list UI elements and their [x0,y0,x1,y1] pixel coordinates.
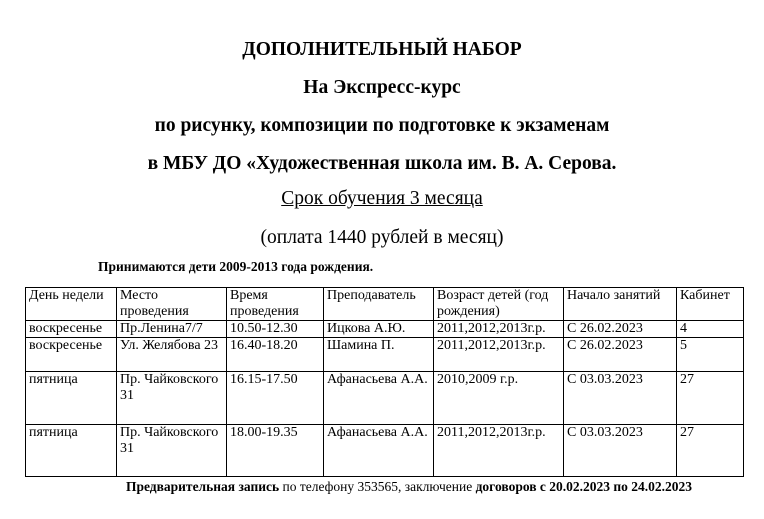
footer-part-1: Предварительная запись [125,479,280,494]
cell-time: 16.15-17.50 [227,372,324,425]
title-line-4: в МБУ ДО «Художественная школа им. В. А. Серова. [147,153,617,174]
course-duration: Срок обучения 3 месяца [281,188,483,209]
header-teacher: Преподаватель [324,288,434,321]
header-day: День недели [26,288,117,321]
cell-day: воскресенье [26,321,117,338]
cell-start: С 03.03.2023 [564,372,677,425]
table-row [26,338,744,372]
cell-age: 2011,2012,2013г.р. [434,321,564,338]
cell-age: 2010,2009 г.р. [434,372,564,425]
cell-room: 27 [677,425,744,477]
cell-time: 10.50-12.30 [227,321,324,338]
header-time: Время проведения [227,288,324,321]
table-header-row [26,288,744,321]
cell-teacher: Ицкова А.Ю. [324,321,434,338]
cell-start: С 03.03.2023 [564,425,677,477]
cell-age: 2011,2012,2013г.р. [434,338,564,372]
table-row [26,372,744,425]
cell-room: 27 [677,372,744,425]
cell-start: С 26.02.2023 [564,321,677,338]
header-place: Место проведения [117,288,227,321]
cell-place: Пр. Чайковского 31 [117,425,227,477]
cell-day: пятница [26,425,117,477]
cell-room: 4 [677,321,744,338]
admission-note: Принимаются дети 2009-2013 года рождения. [98,259,374,274]
footer-part-3: договоров с 20.02.2023 по 24.02.2023 [475,479,693,494]
cell-age: 2011,2012,2013г.р. [434,425,564,477]
cell-day: пятница [26,372,117,425]
table-row [26,321,744,338]
cell-place: Ул. Желябова 23 [117,338,227,372]
cell-teacher: Шамина П. [324,338,434,372]
footer-registration-note [0,479,764,495]
title-line-1: ДОПОЛНИТЕЛЬНЫЙ НАБОР [242,39,522,60]
table-row [26,425,744,477]
cell-start: С 26.02.2023 [564,338,677,372]
schedule-table [25,287,744,477]
title-line-2: На Экспресс-курс [303,77,461,98]
footer-part-2: по телефону 353565, заключение [279,479,476,494]
course-price: (оплата 1440 рублей в месяц) [260,227,504,248]
cell-place: Пр.Ленина7/7 [117,321,227,338]
cell-day: воскресенье [26,338,117,372]
header-start: Начало занятий [564,288,677,321]
cell-teacher: Афанасьева А.А. [324,372,434,425]
header-age: Возраст детей (год рождения) [434,288,564,321]
cell-place: Пр. Чайковского 31 [117,372,227,425]
header-room: Кабинет [677,288,744,321]
title-line-3: по рисунку, композиции по подготовке к экзаменам [154,115,610,136]
cell-time: 16.40-18.20 [227,338,324,372]
cell-room: 5 [677,338,744,372]
cell-time: 18.00-19.35 [227,425,324,477]
cell-teacher: Афанасьева А.А. [324,425,434,477]
